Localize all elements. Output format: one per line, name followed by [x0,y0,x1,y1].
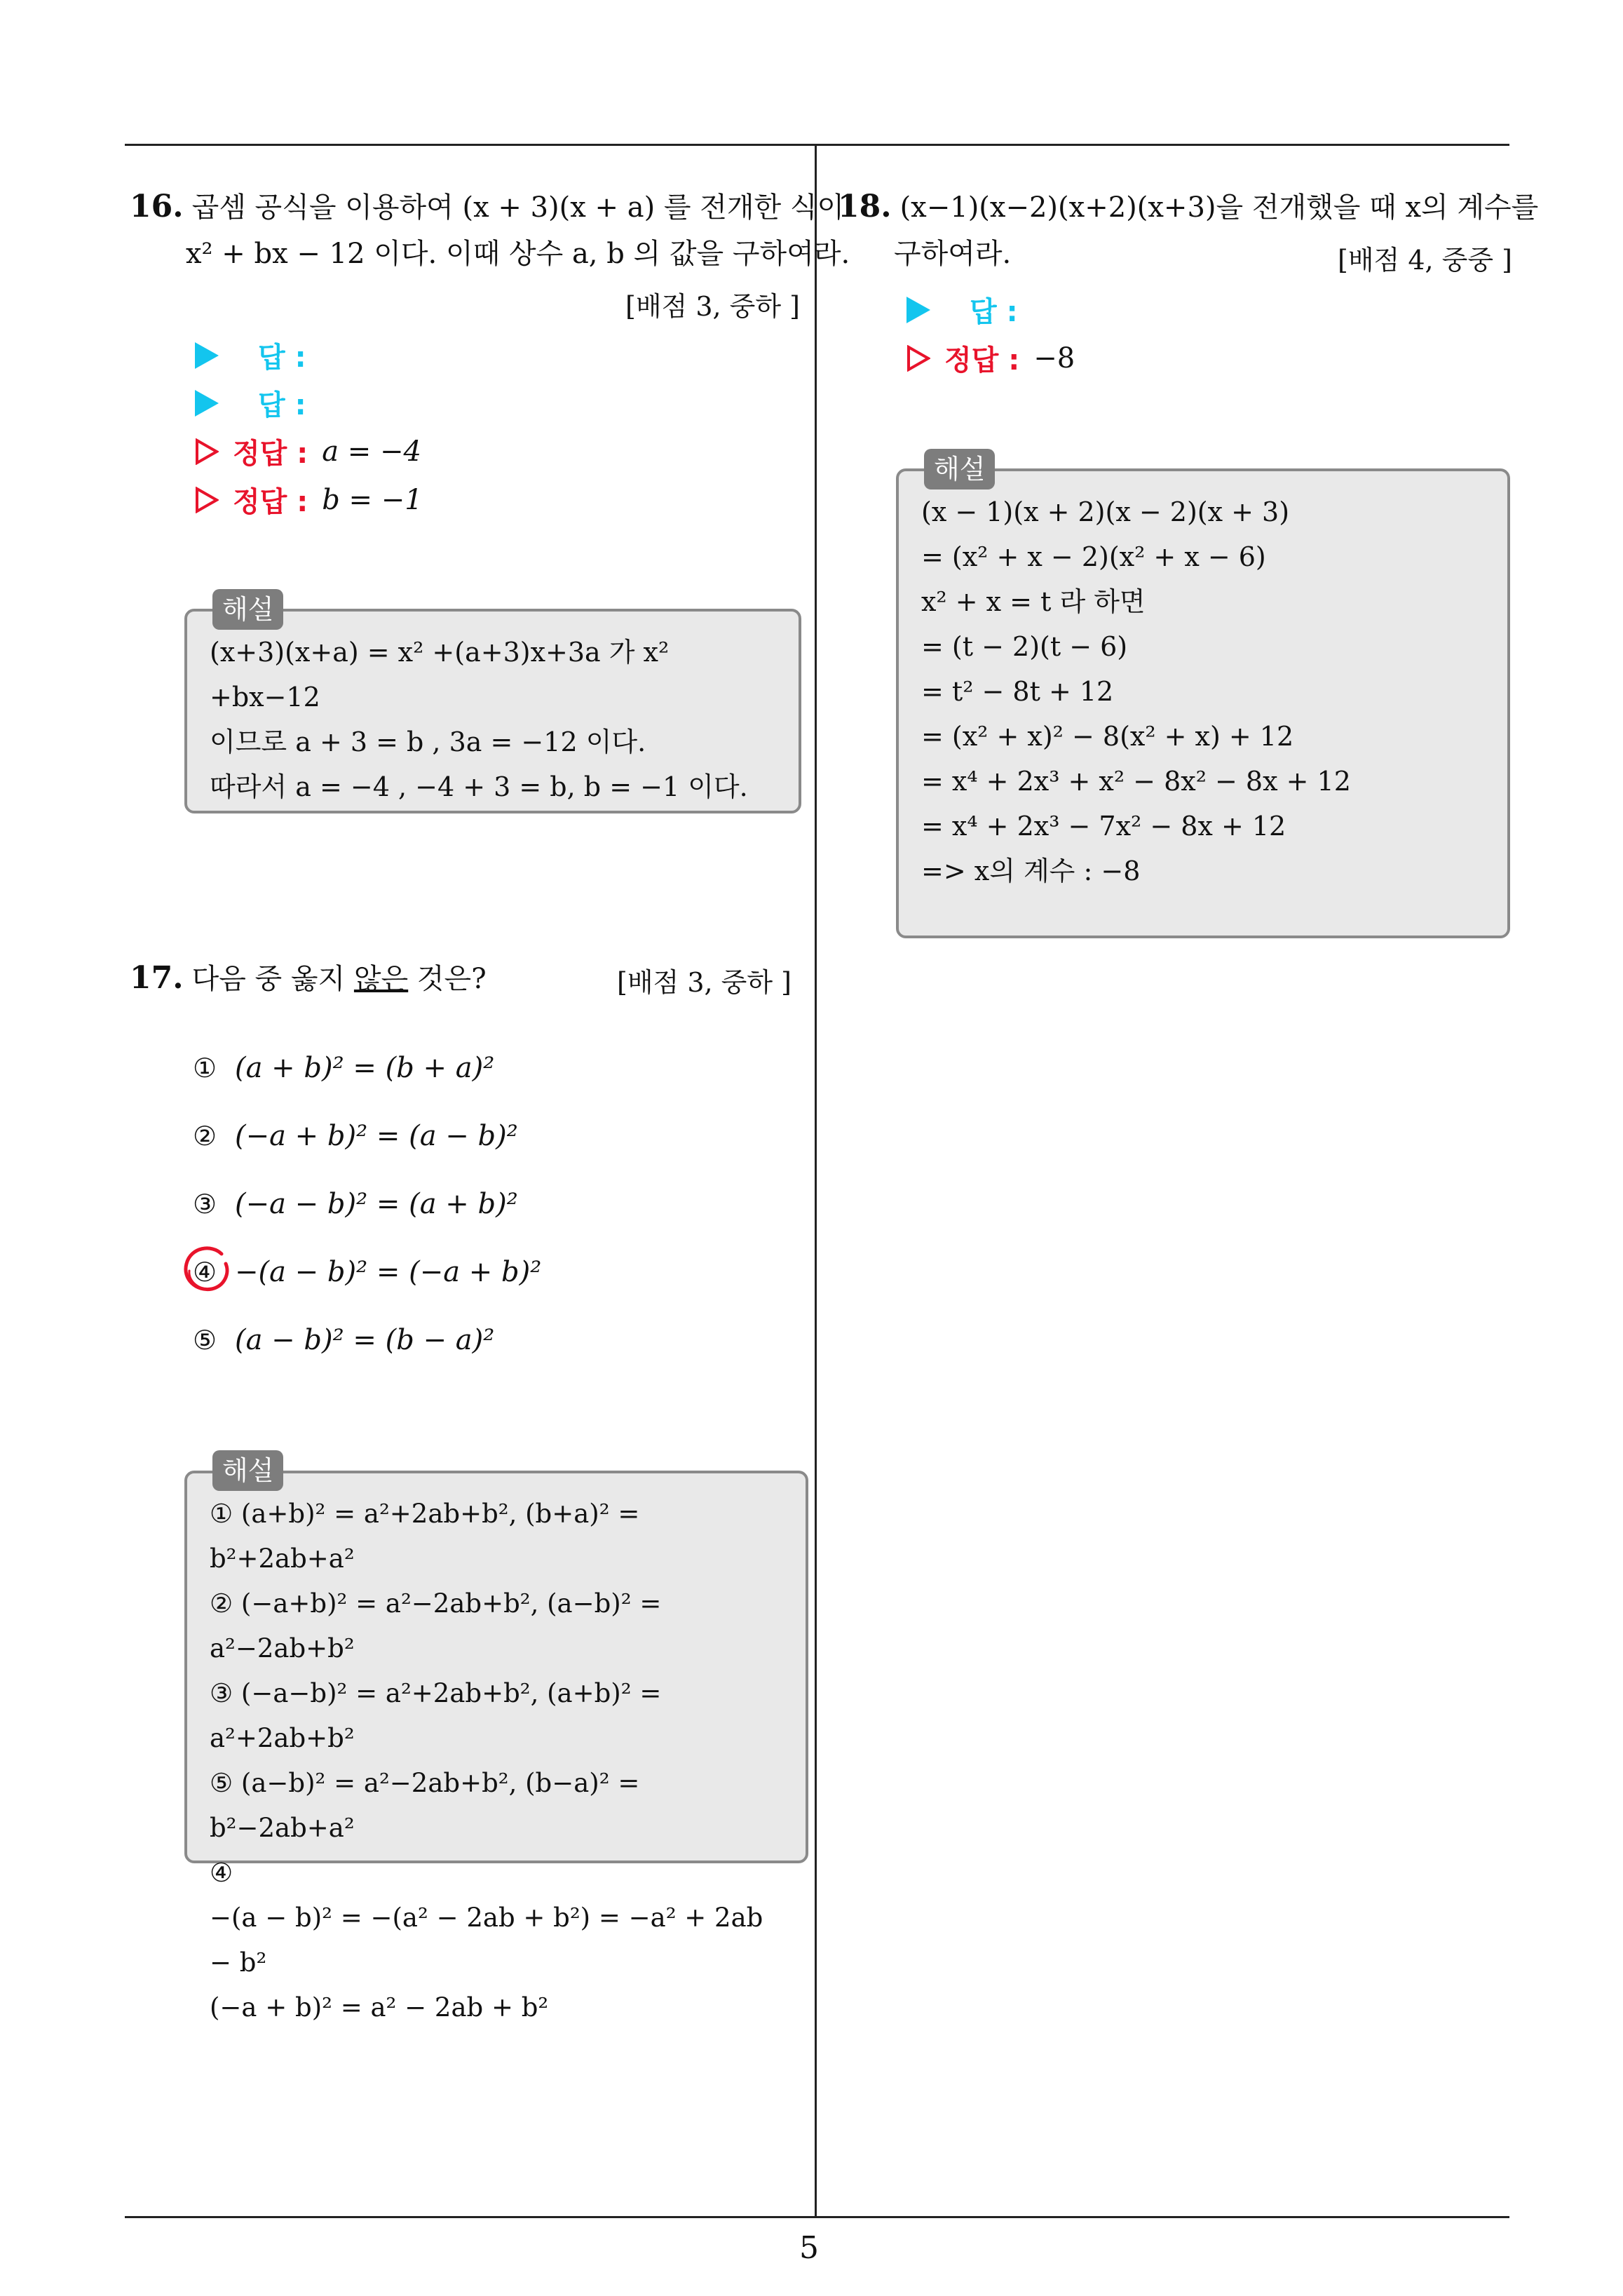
option-number: ⑤ [193,1325,217,1356]
outline-triangle-icon [195,487,219,513]
play-triangle-icon [195,342,219,369]
option-2[interactable] [193,1120,518,1152]
explanation-line: => x의 계수 : −8 [921,856,1141,886]
bottom-rule [125,2216,1509,2218]
answer-row-2 [195,383,306,423]
explanation-line: = x⁴ + 2x³ − 7x² − 8x + 12 [921,811,1286,842]
question-16 [130,184,850,277]
correct-value: a = −4 [322,435,421,468]
correct-label: 정답 : [233,438,308,470]
question-number: 17. [130,960,184,996]
correct-row [906,338,1075,378]
option-expression: (a − b)² = (b − a)² [235,1324,495,1356]
option-expression: (a + b)² = (b + a)² [235,1052,495,1084]
explanation-line: = x⁴ + 2x³ + x² − 8x² − 8x + 12 [921,766,1351,797]
option-5[interactable] [193,1324,494,1356]
option-expression: −(a − b)² = (−a + b)² [235,1256,542,1288]
correct-row-1 [195,431,421,471]
column-divider [815,145,817,2216]
answer-label: 답 : [258,389,306,421]
outline-triangle-icon [195,438,219,465]
explanation-line: ② (−a+b)² = a²−2ab+b², (a−b)² = a²−2ab+b² [210,1588,662,1663]
option-number: ④ [193,1257,217,1288]
play-triangle-icon [906,297,930,323]
option-4[interactable] [193,1256,541,1288]
outline-triangle-icon [906,345,930,372]
question-text-emphasis: 않은 [353,963,409,995]
explanation-line: −(a − b)² = −(a² − 2ab + b²) = −a² + 2ab − b² [210,1903,763,1978]
explanation-line: (−a + b)² = a² − 2ab + b² [210,1992,549,2022]
explanation-line: = (t − 2)(t − 6) [921,631,1128,662]
question-number: 18. [838,189,892,224]
explanation-line: = (x² + x − 2)(x² + x − 6) [921,541,1266,572]
explanation-box [184,1471,808,2022]
option-3[interactable] [193,1188,518,1220]
option-expression: (−a + b)² = (a − b)² [235,1120,518,1152]
option-1[interactable] [193,1052,494,1084]
option-number: ① [193,1053,217,1083]
answer-label: 답 : [970,296,1018,328]
question-number: 16. [130,189,184,224]
question-text: 다음 중 옳지 [191,963,354,995]
option-number: ② [193,1121,217,1152]
explanation-line: x² + x = t 라 하면 [921,586,1146,617]
play-triangle-icon [195,390,219,417]
explanation-line: ⑤ (a−b)² = a²−2ab+b², (b−a)² = b²−2ab+a² [210,1768,640,1843]
option-expression: (−a − b)² = (a + b)² [235,1188,518,1220]
explanation-line: = t² − 8t + 12 [921,676,1114,707]
correct-row-2 [195,480,423,520]
explanation-line: ① (a+b)² = a²+2ab+b², (b+a)² = b²+2ab+a² [210,1499,640,1574]
explanation-line: (x − 1)(x + 2)(x − 2)(x + 3) [921,497,1290,527]
answer-row [906,290,1018,330]
correct-label: 정답 : [944,344,1020,377]
question-text-line1: (x−1)(x−2)(x+2)(x+3)을 전개했을 때 x의 계수를 [899,191,1539,224]
explanation-line: ③ (−a−b)² = a²+2ab+b², (a+b)² = a²+2ab+b² [210,1678,662,1753]
explanation-tag: 해설 [924,449,995,489]
explanation-line: 이므로 a + 3 = b , 3a = −12 이다. [210,727,646,757]
explanation-box [184,609,801,813]
explanation-line: 따라서 a = −4 , −4 + 3 = b, b = −1 이다. [210,771,748,802]
correct-value: b = −1 [322,483,423,516]
score-label: [배점 3, 중하 ] [617,967,792,998]
question-text-line1: 곱셈 공식을 이용하여 (x + 3)(x + a) 를 전개한 식이 [191,191,845,224]
explanation-line: = (x² + x)² − 8(x² + x) + 12 [921,721,1294,752]
explanation-line: (x+3)(x+a) = x² +(a+3)x+3a 가 x² +bx−12 [210,637,670,713]
answer-row-1 [195,335,306,375]
option-number: ③ [193,1189,217,1220]
score-label: [배점 3, 중하 ] [625,291,800,322]
explanation-box [896,468,1510,938]
question-text-line2: 구하여라. [894,238,1012,270]
explanation-tag: 해설 [212,589,283,630]
correct-value: −8 [1033,342,1075,374]
answer-label: 답 : [258,342,306,374]
question-text-end: 것은? [408,963,487,995]
correct-label: 정답 : [233,486,308,518]
score-label: [배점 4, 중중 ] [1338,245,1512,276]
question-text-line2: x² + bx − 12 이다. 이때 상수 a, b 의 값을 구하여라. [186,238,850,270]
explanation-tag: 해설 [212,1450,283,1491]
explanation-line: ④ [210,1858,233,1888]
selected-circle-icon [181,1243,234,1296]
top-rule [125,144,1509,146]
page-number: 5 [799,2230,819,2266]
